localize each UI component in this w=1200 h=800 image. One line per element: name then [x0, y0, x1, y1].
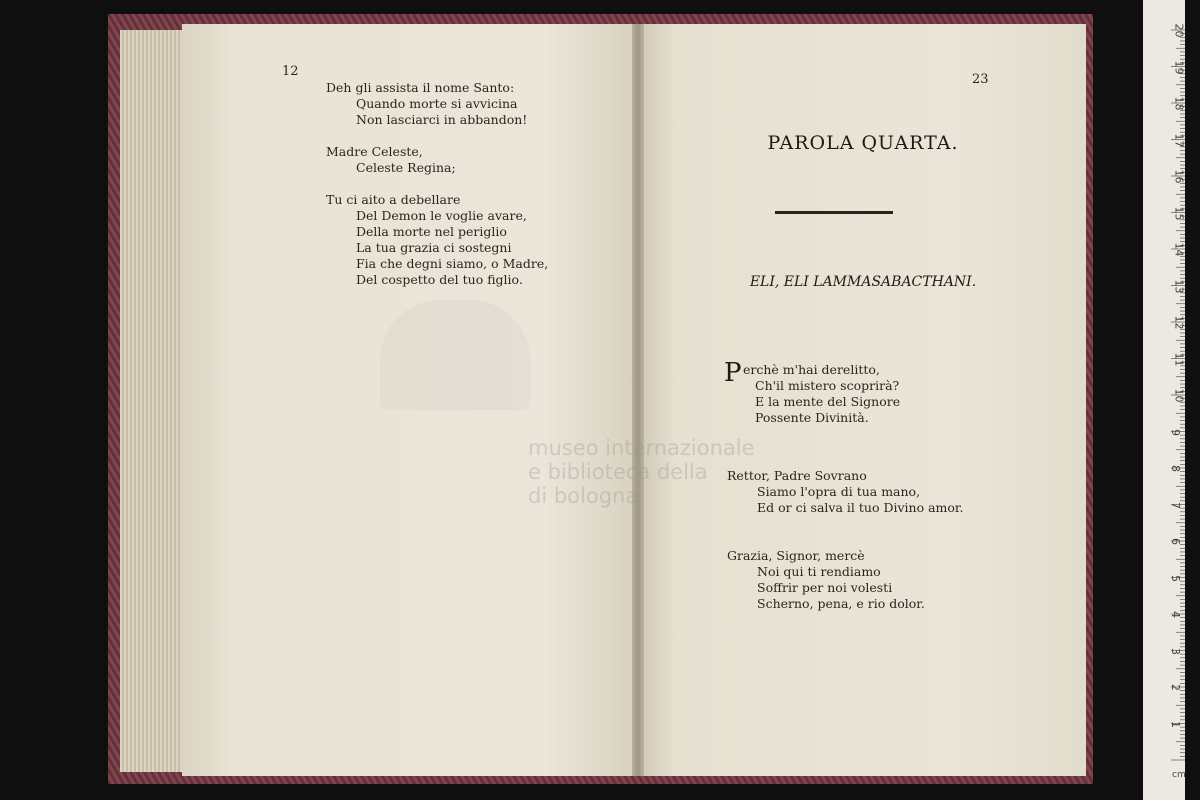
ruler-label: 14 [1172, 242, 1186, 257]
left-stanza-3 [326, 192, 548, 288]
watermark-line: e biblioteca della [528, 460, 708, 484]
left-stanza-2 [326, 144, 456, 176]
left-page-number: 12 [282, 64, 299, 79]
watermark [528, 436, 755, 508]
drop-cap: P [724, 358, 742, 388]
verse-line: Possente Divinità. [755, 410, 869, 425]
ruler-label: 5 [1169, 574, 1182, 582]
chapter-title: PAROLA QUARTA. [767, 132, 959, 154]
verse-line: erchè m'hai derelitto, [743, 362, 880, 377]
verse-line: Quando morte si avvicina [356, 96, 518, 111]
ruler-label: 6 [1169, 538, 1182, 545]
ruler-label: 3 [1169, 647, 1182, 655]
verse-line: Noi qui ti rendiamo [757, 564, 881, 579]
ruler-label: 18 [1172, 96, 1186, 111]
verse-line: Del cospetto del tuo figlio. [356, 272, 523, 287]
watermark-line: di bologna [528, 484, 639, 508]
ruler-label: 16 [1172, 169, 1186, 184]
verse-line: Rettor, Padre Sovrano [727, 468, 867, 483]
verse-line: Scherno, pena, e rio dolor. [757, 596, 925, 611]
ruler-label: 12 [1172, 315, 1186, 330]
left-stanza-1 [326, 80, 527, 128]
verse-line: Deh gli assista il nome Santo: [326, 80, 515, 95]
ruler-label: 1 [1169, 720, 1182, 728]
verse-line: Ed or ci salva il tuo Divino amor. [757, 500, 964, 515]
page-edges [120, 30, 190, 772]
right-stanza-1 [743, 362, 900, 426]
ruler-label: 2 [1169, 684, 1182, 691]
verse-line: Fia che degni siamo, o Madre, [356, 256, 549, 271]
verse-line: Grazia, Signor, mercè [727, 548, 865, 563]
title-rule [775, 211, 893, 214]
ruler-label: 17 [1172, 133, 1186, 147]
right-stanza-3 [727, 548, 925, 612]
verse-line: Ch'il mistero scoprirà? [755, 378, 900, 393]
ruler-label: 11 [1172, 352, 1186, 366]
ruler-label: 10 [1172, 388, 1186, 403]
verse-line: Della morte nel periglio [356, 224, 507, 239]
verse-line: Non lasciarci in abbandon! [356, 112, 528, 127]
ruler-label: 9 [1169, 428, 1182, 436]
ruler-label: 4 [1169, 611, 1182, 618]
ruler-label: 7 [1169, 501, 1182, 509]
ruler-label: 15 [1172, 206, 1186, 220]
ruler-unit: cm [1172, 770, 1186, 780]
chapter-subtitle: ELI, ELI LAMMASABACTHANI. [749, 274, 977, 290]
verse-line: E la mente del Signore [755, 394, 901, 409]
verse-line: Tu ci aito a debellare [326, 192, 461, 207]
watermark-logo [380, 300, 530, 410]
ruler-label: 19 [1172, 60, 1186, 74]
ruler-label: 20 [1172, 23, 1186, 38]
verse-line: Madre Celeste, [326, 144, 423, 159]
verse-line: Siamo l'opra di tua mano, [757, 484, 921, 499]
ruler-label: 8 [1169, 465, 1182, 472]
verse-line: Del Demon le voglie avare, [356, 208, 527, 223]
right-stanza-2 [727, 468, 963, 516]
verse-line: Celeste Regina; [356, 160, 456, 175]
verse-line: La tua grazia ci sostegni [356, 240, 512, 255]
verse-line: Soffrir per noi volesti [757, 580, 893, 595]
watermark-line: museo internazionale [528, 436, 755, 460]
ruler-label: 13 [1172, 279, 1186, 293]
right-page-number: 23 [972, 72, 989, 87]
